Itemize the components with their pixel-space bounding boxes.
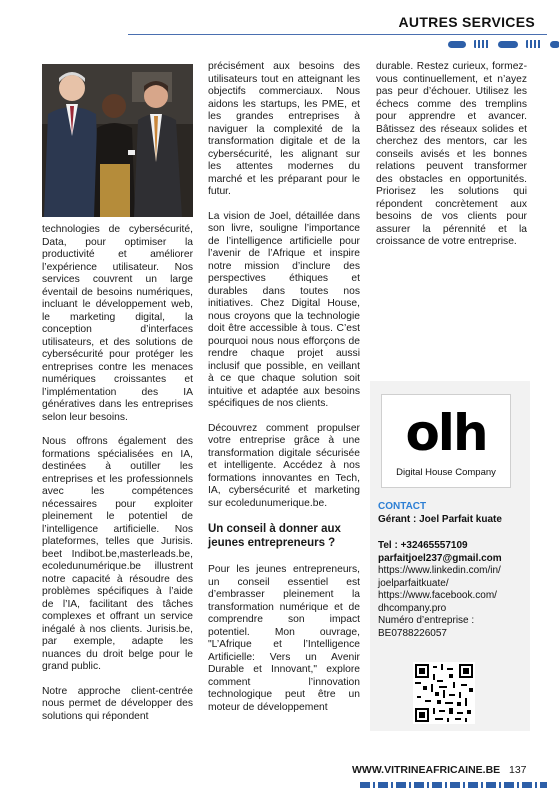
col1-paragraph: Nous offrons également des formations spécialisées en IA, destinées à outiller les entreprises et les professionnels avec les compétences nécessaires pour exploiter pleinement le potentiel de l’intelligence artificielle. Nos plateformes, telles que Jurisis. beet Indibot.be,masterleads.be, ecoledunumérique.be illustrent notre capacité à résoudre des problèmes spécifiques à l’aide de l’IA, facilitant des tâches complexes et offrant un service inégalé à nos clients. Jurisis.be, par exemple, adapte les nuances du droit belge pour le grand public. (42, 436, 193, 672)
email-link[interactable]: parfaitjoel237@gmail.com (378, 552, 502, 564)
facebook-link[interactable]: https://www.facebook.com/ (378, 590, 497, 601)
column-3 (376, 61, 527, 261)
manager-name: Gérant : Joel Parfait kuate (378, 513, 502, 525)
contact-block (378, 501, 528, 640)
header-ornament (448, 38, 559, 50)
company-number-label: Numéro d’entreprise : (378, 615, 475, 626)
col2-paragraph: précisément aux besoins des utilisateurs tout en atteignant les objectifs commerciaux. Nous aidons les startups, les PME, et les grandes entreprises à naviguer la complexité de la transformation digitale et de la cybersécurité, les alignant sur les attentes modernes du marché et les préparant pour le futur. (208, 61, 360, 197)
col2-paragraph: Découvrez comment propulser votre entreprise grâce à une transformation digitale sécurisée et intelligente. Accédez à nos formations innovantes en Tech, IA, cybersécurité et marketing sur ecoledunumerique.be. (208, 422, 360, 509)
contact-card (370, 381, 530, 731)
column-2 (208, 61, 360, 726)
qr-code[interactable] (413, 662, 475, 724)
footer-ornament (360, 782, 547, 788)
footer-site[interactable]: WWW.VITRINEAFRICAINE.BE (352, 764, 501, 776)
company-logo (381, 394, 511, 488)
col1-paragraph: technologies de cybersécurité, Data, pour optimiser la productivité et améliorer l’expérience utilisateur. Nos services couvrent un large éventail de besoins numériques, incluant le développement web, le marketing digital, la conception d’interfaces utilisateurs, et des solutions de cybersécurité pour protéger les entreprises contre les menaces numériques croissantes et l’implémentation des IA génératives dans les entreprises selon leur besoins. (42, 224, 193, 423)
page-number: 137 (509, 764, 527, 776)
col3-paragraph: durable. Restez curieux, formez-vous continuellement, et n’ayez pas peur d’échouer. Utilisez les échecs comme des tremplins pour apprendre et avancer. Bâtissez des réseaux solides et cherchez des mentors, car les conseils avisés et les bonnes relations peuvent transformer des obstacles en opportunités. Priorisez les solutions qui répondent concrètement aux besoins de vos clients pour assurer la pérennité et la croissance de votre entreprise. (376, 61, 527, 247)
contact-label: CONTACT (378, 501, 427, 512)
linkedin-link-cont[interactable]: joelparfaitkuate/ (378, 577, 449, 589)
logo-mark: olh (405, 404, 487, 462)
phone: Tel : +32465557109 (378, 540, 468, 551)
linkedin-link[interactable]: https://www.linkedin.com/in/ (378, 565, 501, 576)
column-1 (42, 224, 193, 735)
photo-three-men (42, 64, 193, 217)
section-title: AUTRES SERVICES (398, 14, 535, 30)
col2-paragraph: La vision de Joel, détaillée dans son livre, souligne l’importance de l’intelligence artificielle pour l’avenir de l’Afrique et inspire notre mission d’inclure des perspectives éthiques et durables dans toutes nos initiatives. Chez Digital House, nous croyons que la technologie doit être accessible à tous. C’est pourquoi nous nous efforçons de rendre chaque projet aussi inclusif que possible, en veillant à ce que chaque solution soit intuitive et adaptée aux besoins spécifiques de nos clients. (208, 210, 360, 409)
company-number: BE0788226057 (378, 627, 447, 639)
question-heading: Un conseil à donner aux jeunes entrepreneurs ? (208, 523, 341, 549)
logo-text: Digital House Company (396, 467, 496, 478)
col1-paragraph: Notre approche client-centrée nous permet de développer des solutions qui répondent (42, 685, 193, 722)
facebook-link-cont[interactable]: dhcompany.pro (378, 602, 447, 614)
header-rule (128, 34, 547, 35)
answer-paragraph: Pour les jeunes entrepreneurs, un conseil essentiel est d’embrasser pleinement la transformation numérique et de comprendre son impact potentiel. Mon ouvrage, "L’Afrique et l’Intelligence Artificielle: Vers un Avenir Durable et Innovant," explore comment l’innovation technologique peut être un moteur de développement (208, 564, 360, 713)
